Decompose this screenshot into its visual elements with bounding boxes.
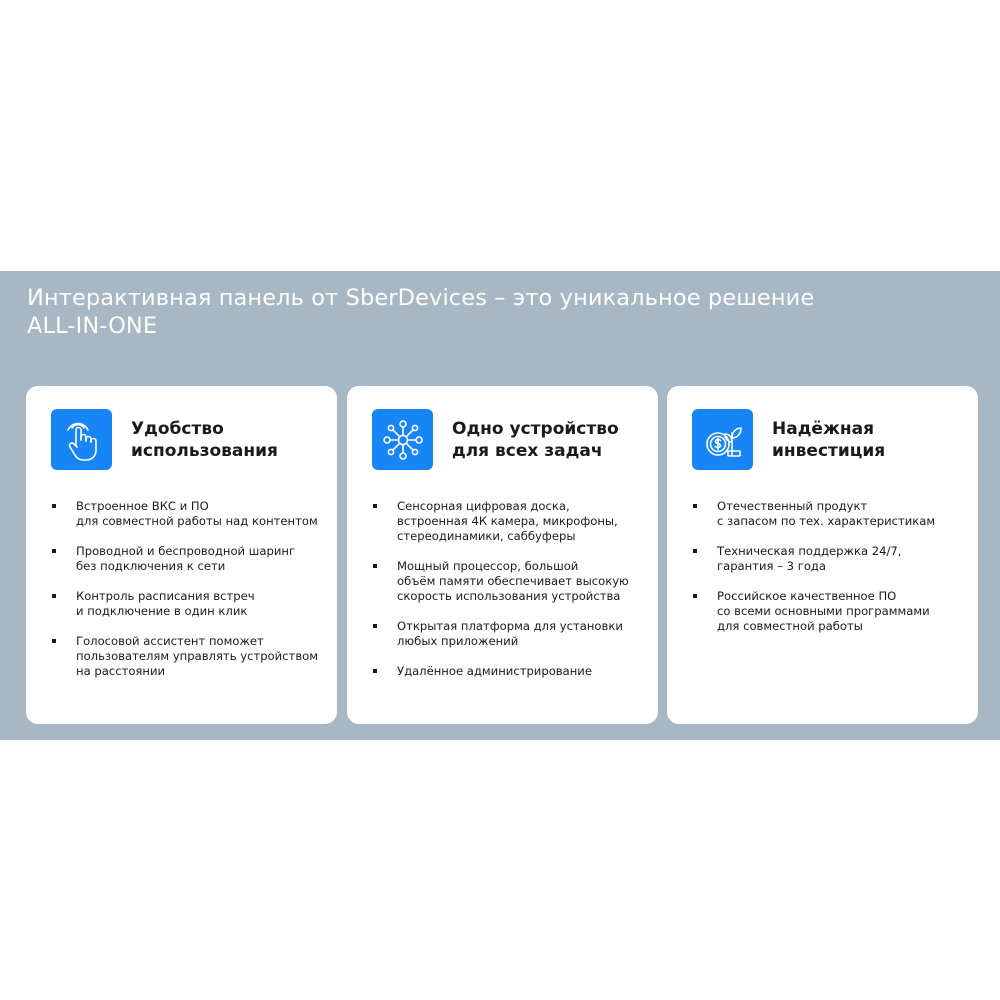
icon-tile	[372, 409, 433, 470]
list-item-line: скорость использования устройства	[397, 589, 621, 603]
list-item-line: Отечественный продукт	[717, 499, 868, 513]
list-item-line: Российское качественное ПО	[717, 589, 897, 603]
list-item-line: Встроенное ВКС и ПО	[76, 499, 209, 513]
list-item	[689, 589, 969, 634]
feature-card-usability	[26, 386, 337, 724]
headline	[27, 284, 967, 340]
feature-card-one-device	[347, 386, 658, 724]
card-title	[131, 418, 321, 462]
list-item	[689, 544, 969, 574]
card-title-line: Надёжная	[772, 419, 875, 439]
list-item-line: Мощный процессор, большой	[397, 559, 579, 573]
headline-line-2: ALL-IN-ONE	[27, 313, 158, 339]
list-item-line: Удалённое администрирование	[397, 664, 592, 678]
list-item-line: объём памяти обеспечивает высокую	[397, 574, 629, 588]
list-item-line: и подключение в один клик	[76, 604, 248, 618]
card-title-line: Удобство	[131, 419, 224, 439]
bullet-list	[48, 499, 328, 694]
list-item	[369, 499, 649, 544]
list-item	[689, 499, 969, 529]
list-item-line: на расстоянии	[76, 664, 166, 678]
icon-tile	[51, 409, 112, 470]
list-item	[369, 559, 649, 604]
bullet-list	[369, 499, 649, 694]
card-title-line: использования	[131, 441, 278, 461]
card-title	[452, 418, 642, 462]
list-item	[48, 634, 328, 679]
list-item-line: Голосовой ассистент поможет	[76, 634, 264, 648]
list-item	[369, 619, 649, 649]
list-item-line: стереодинамики, саббуферы	[397, 529, 576, 543]
list-item-line: пользователям управлять устройством	[76, 649, 318, 663]
headline-line-1: Интерактивная панель от SberDevices – это уникальное решение	[27, 285, 815, 311]
card-title-line: Одно устройство	[452, 419, 619, 439]
icon-tile	[692, 409, 753, 470]
touch-hand-icon	[62, 418, 102, 462]
list-item-line: с запасом по тех. характеристикам	[717, 514, 936, 528]
list-item-line: Проводной и беспроводной шаринг	[76, 544, 296, 558]
list-item	[48, 589, 328, 619]
bullet-list	[689, 499, 969, 649]
list-item-line: без подключения к сети	[76, 559, 226, 573]
list-item	[48, 544, 328, 574]
list-item-line: Сенсорная цифровая доска,	[397, 499, 570, 513]
list-item-line: со всеми основными программами	[717, 604, 930, 618]
coin-growth-icon	[701, 418, 745, 462]
card-title-line: для всех задач	[452, 441, 603, 461]
list-item-line: Открытая платформа для установки	[397, 619, 623, 633]
list-item-line: встроенная 4К камера, микрофоны,	[397, 514, 618, 528]
card-title	[772, 418, 962, 462]
list-item-line: для совместной работы	[717, 619, 863, 633]
list-item-line: Контроль расписания встреч	[76, 589, 255, 603]
list-item-line: гарантия – 3 года	[717, 559, 827, 573]
list-item-line: Техническая поддержка 24/7,	[717, 544, 902, 558]
list-item-line: для совместной работы над контентом	[76, 514, 318, 528]
network-hub-icon	[381, 418, 425, 462]
list-item	[48, 499, 328, 529]
list-item-line: любых приложений	[397, 634, 519, 648]
card-title-line: инвестиция	[772, 441, 886, 461]
list-item	[369, 664, 649, 679]
feature-card-investment	[667, 386, 978, 724]
